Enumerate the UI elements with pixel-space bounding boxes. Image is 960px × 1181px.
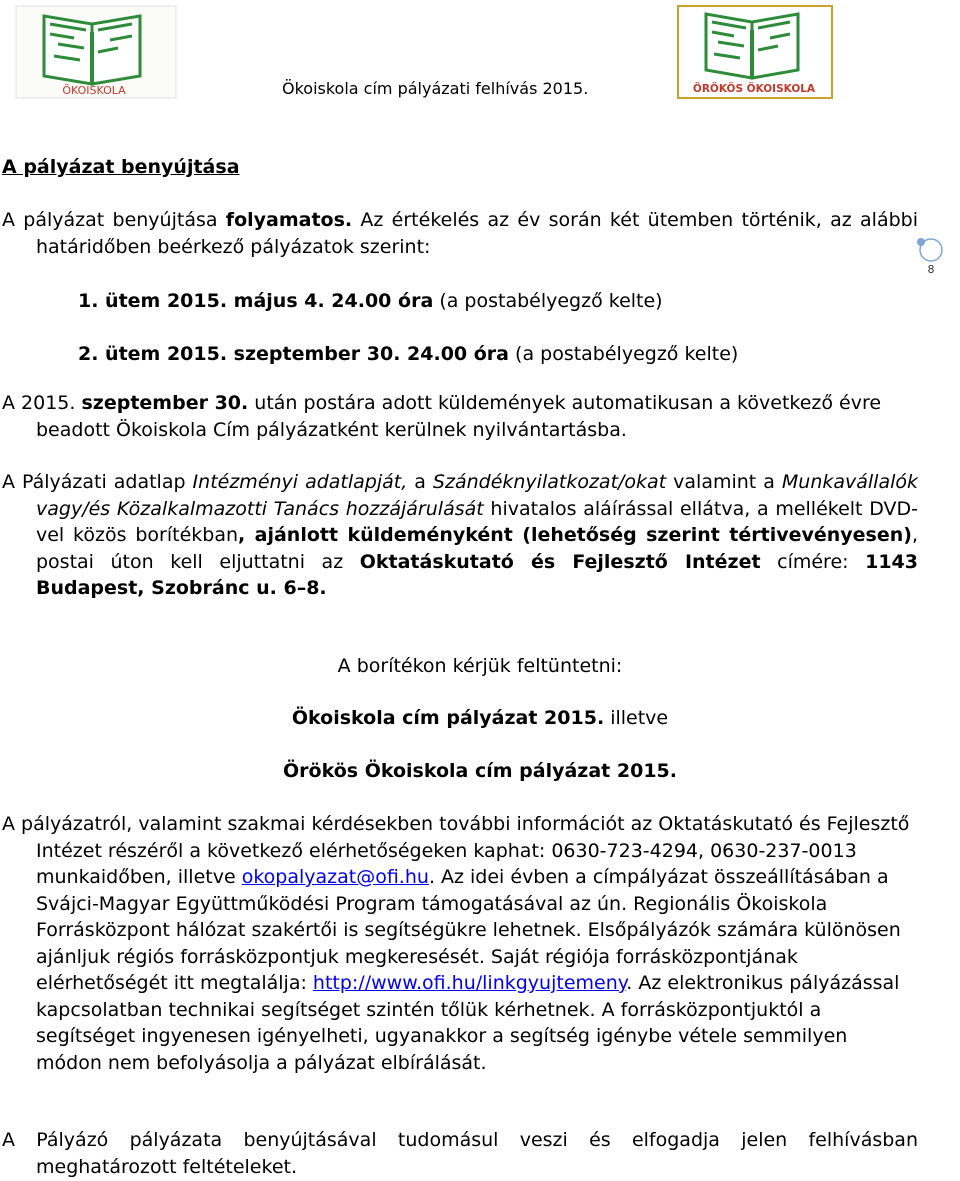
closing-paragraph: A Pályázó pályázata benyújtásával tudomásul veszi és elfogadja jelen felhívásban meghatározott feltételeket.: [2, 1129, 918, 1178]
okoiskola-logo: [14, 4, 178, 100]
orokos-okoiskola-logo: [676, 4, 834, 100]
resource-center-link[interactable]: http://www.ofi.hu/linkgyujtemeny: [312, 972, 627, 994]
section-title: A pályázat benyújtása: [2, 156, 240, 178]
logo-left-text: ÖKOISKOLA: [62, 84, 126, 97]
email-link[interactable]: okopalyazat@ofi.hu: [241, 866, 429, 888]
envelope-line-2: Örökös Ökoiskola cím pályázat 2015.: [283, 760, 677, 782]
logo-right-text: ÖRÖKÖS ÖKOISKOLA: [692, 83, 816, 95]
page-number-marker: [916, 236, 946, 276]
envelope-intro: A borítékon kérjük feltüntetni:: [337, 655, 623, 677]
info-paragraph: A pályázatról, valamint szakmai kérdésekben további információt az Oktatáskutató és Fejlesztő Intézet részéről a következő elérhetőségeken kaphat: 0630-723-4294, 0630-237-0013 munkaidőben, illetve okopalyazat@ofi.hu. Az idei évben a címpályázat összeállításában a Svájci-Magyar Együttműködési Program támogatásával az ún. Regionális Ökoiskola Forrásközpont hálózat szakértői is segítségükre lehetnek. Elsőpályázók számára különösen ajánljuk régiós forrásközpontjuk megkeresését. Saját régiója forrásközpontjának elérhetőségét itt megtalálja: http://www.ofi.hu/linkgyujtemeny. Az elektronikus pályázással kapcsolatban technikai segítséget szintén tőlük kérhetnek. A forrásközpontjuktól a segítséget ingyenesen igényelheti, ugyanakkor a segítség igénybe vétele semmilyen módon nem befolyásolja a pályázat elbírálását.: [2, 813, 910, 1074]
header-title: Ökoiskola cím pályázati felhívás 2015.: [282, 79, 589, 98]
after-deadline-paragraph: A 2015. szeptember 30. után postára adott küldemények automatikusan a következő évre beadott Ökoiskola Cím pályázatként kerülnek nyilvántartásba.: [2, 392, 882, 441]
intro-paragraph: A pályázat benyújtása folyamatos. Az értékelés az év során két ütemben történik, az alábbi határidőben beérkező pályázatok szerint:: [2, 209, 918, 258]
envelope-line-1: Ökoiskola cím pályázat 2015. illetve: [291, 707, 669, 729]
submission-paragraph: A Pályázati adatlap Intézményi adatlapját, a Szándéknyilatkozat/okat valamint a Munkavállalók vagy/és Közalkalmazotti Tanács hozzájárulását hivatalos aláírással ellátva, a mellékelt DVD-vel közös borítékban, ajánlott küldeményként (lehetőség szerint tértivevényesen), postai úton kell eljuttatni az Oktatáskutató és Fejlesztő Intézet címére: 1143 Budapest, Szobránc u. 6–8.: [2, 471, 919, 599]
deadline-1: 1. ütem 2015. május 4. 24.00 óra (a postabélyegző kelte): [78, 290, 663, 312]
page-number: 8: [927, 263, 935, 276]
deadline-2: 2. ütem 2015. szeptember 30. 24.00 óra (a postabélyegző kelte): [78, 343, 739, 365]
